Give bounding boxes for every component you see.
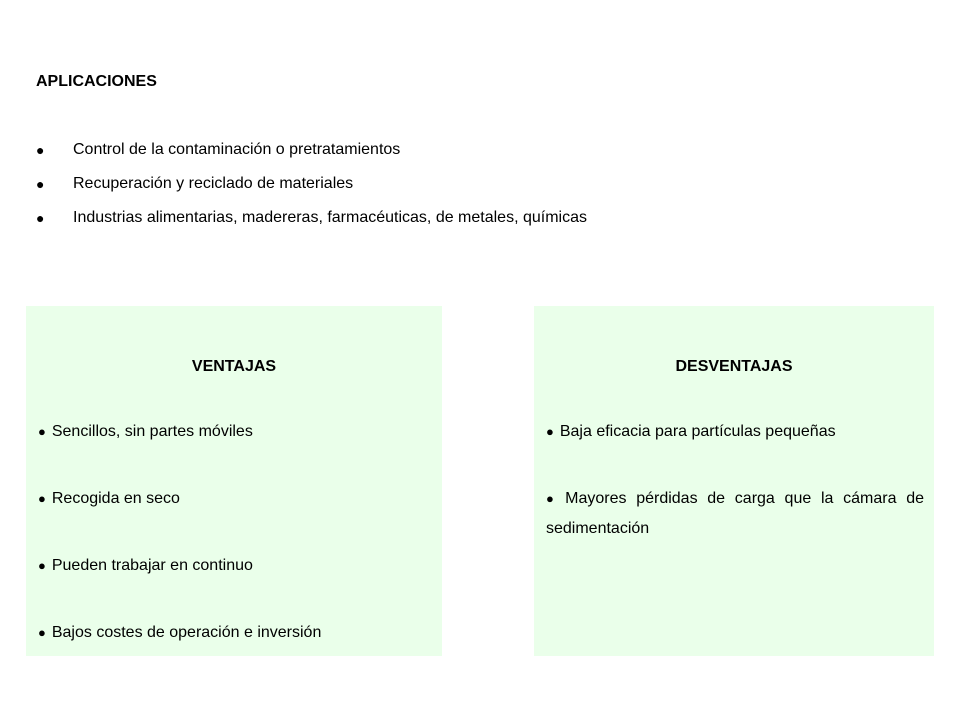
applications-item-text: Recuperación y reciclado de materiales [73, 175, 354, 192]
advantages-item-text: Pueden trabajar en continuo [51, 557, 253, 574]
applications-item [36, 174, 587, 208]
applications-item-text: Control de la contaminación o pretratamientos [73, 141, 401, 158]
bullet-icon: ● [38, 625, 46, 640]
bullet-icon: ● [36, 142, 45, 158]
advantages-item-text: Recogida en seco [51, 490, 180, 507]
disadvantages-item-text: Mayores pérdidas de carga que la cámara de sedimentación [546, 490, 924, 537]
bullet-icon: ● [36, 210, 45, 226]
applications-title: APLICACIONES [36, 73, 157, 90]
bullet-icon: ● [546, 491, 560, 506]
advantages-item [38, 556, 432, 623]
advantages-item [38, 489, 432, 556]
bullet-icon: ● [38, 491, 46, 506]
advantages-item-text: Sencillos, sin partes móviles [51, 423, 253, 440]
disadvantages-list [546, 422, 924, 576]
bullet-icon: ● [38, 558, 46, 573]
disadvantages-panel [534, 306, 934, 656]
applications-item [36, 140, 587, 174]
bullet-icon: ● [36, 176, 45, 192]
applications-list [36, 140, 587, 242]
advantages-list [38, 422, 432, 690]
bullet-icon: ● [546, 424, 554, 439]
applications-item [36, 208, 587, 242]
advantages-item [38, 623, 432, 690]
advantages-title: VENTAJAS [191, 358, 277, 375]
advantages-item [38, 422, 432, 489]
bullet-icon: ● [38, 424, 46, 439]
disadvantages-item-text: Baja eficacia para partículas pequeñas [559, 423, 836, 440]
disadvantages-item [546, 422, 924, 442]
disadvantages-item [546, 484, 924, 544]
disadvantages-title: DESVENTAJAS [675, 358, 793, 375]
advantages-item-text: Bajos costes de operación e inversión [51, 624, 322, 641]
applications-item-text: Industrias alimentarias, madereras, farmacéuticas, de metales, químicas [73, 209, 587, 226]
advantages-panel [26, 306, 442, 656]
